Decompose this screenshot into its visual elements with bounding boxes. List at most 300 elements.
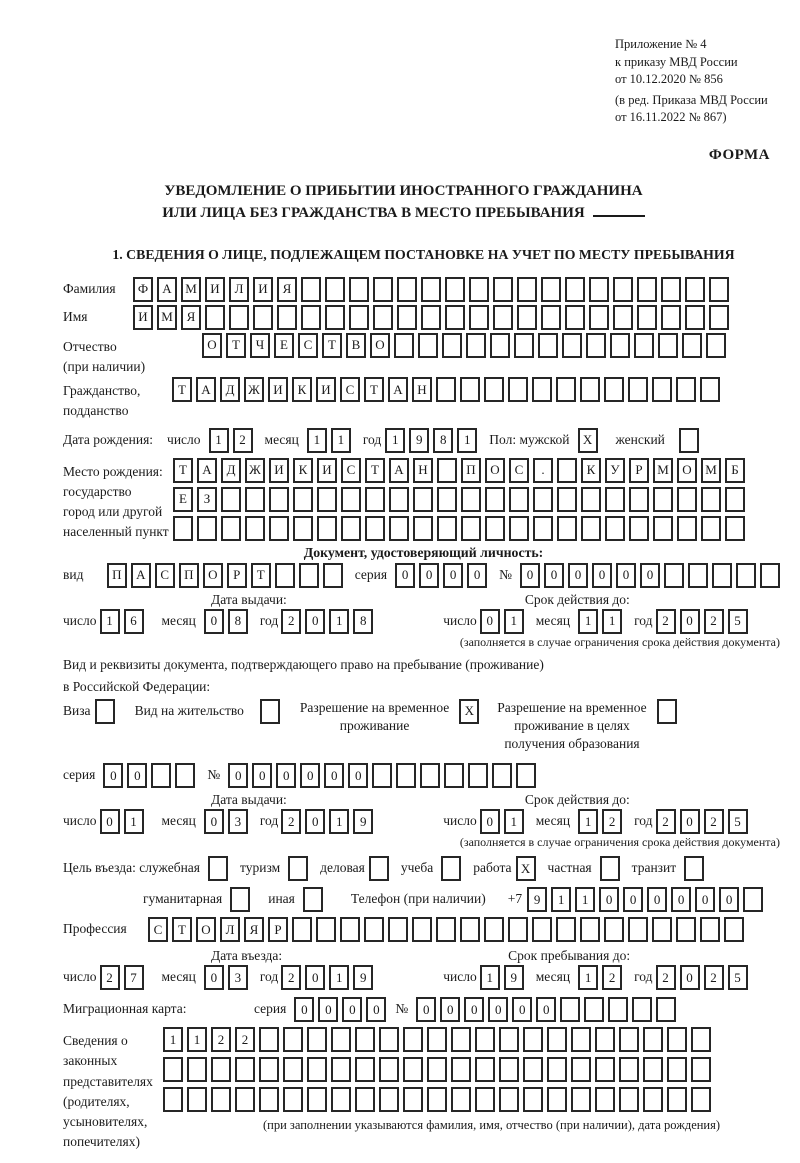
representatives-row3-cells[interactable] [163, 1087, 720, 1112]
cell[interactable]: С [340, 377, 360, 402]
cell[interactable]: И [268, 377, 288, 402]
cell[interactable] [691, 1087, 711, 1112]
purpose-other-checkbox[interactable] [303, 887, 327, 912]
cell[interactable]: X [578, 428, 598, 453]
cell[interactable]: 0 [480, 609, 500, 634]
cell[interactable] [565, 305, 585, 330]
cell[interactable] [676, 377, 696, 402]
cell[interactable]: 1 [187, 1027, 207, 1052]
res-issue-year-cells[interactable] [281, 809, 377, 834]
cell[interactable] [661, 305, 681, 330]
cell[interactable]: М [701, 458, 721, 483]
doc-series-cells[interactable] [395, 563, 491, 588]
cell[interactable] [691, 1057, 711, 1082]
cell[interactable]: 9 [353, 965, 373, 990]
cell[interactable] [628, 917, 648, 942]
cell[interactable] [445, 305, 465, 330]
cell[interactable] [688, 563, 708, 588]
cell[interactable] [418, 333, 438, 358]
cell[interactable]: 0 [276, 763, 296, 788]
cell[interactable] [475, 1057, 495, 1082]
cell[interactable] [173, 516, 193, 541]
cell[interactable] [600, 856, 620, 881]
cell[interactable]: 3 [228, 809, 248, 834]
cell[interactable]: 8 [353, 609, 373, 634]
cell[interactable]: 9 [353, 809, 373, 834]
cell[interactable]: П [107, 563, 127, 588]
cell[interactable] [547, 1027, 567, 1052]
cell[interactable] [175, 763, 195, 788]
cell[interactable]: А [388, 377, 408, 402]
cell[interactable] [341, 516, 361, 541]
cell[interactable]: 5 [728, 965, 748, 990]
cell[interactable]: П [179, 563, 199, 588]
cell[interactable] [260, 699, 280, 724]
cell[interactable] [509, 487, 529, 512]
cell[interactable] [619, 1087, 639, 1112]
cell[interactable] [656, 997, 676, 1022]
cell[interactable] [445, 277, 465, 302]
stay-year-cells[interactable] [656, 965, 752, 990]
purpose-work-checkbox[interactable] [516, 856, 540, 881]
cell[interactable] [413, 516, 433, 541]
cell[interactable]: Я [277, 277, 297, 302]
cell[interactable] [485, 487, 505, 512]
cell[interactable] [427, 1027, 447, 1052]
cell[interactable]: С [155, 563, 175, 588]
cell[interactable]: Д [221, 458, 241, 483]
cell[interactable] [595, 1027, 615, 1052]
cell[interactable]: 2 [281, 609, 301, 634]
cell[interactable] [389, 516, 409, 541]
cell[interactable] [235, 1057, 255, 1082]
cell[interactable] [277, 305, 297, 330]
cell[interactable]: 2 [235, 1027, 255, 1052]
cell[interactable] [307, 1057, 327, 1082]
cell[interactable]: Т [173, 458, 193, 483]
cell[interactable] [532, 377, 552, 402]
cell[interactable] [604, 917, 624, 942]
cell[interactable]: 0 [544, 563, 564, 588]
mc-series-cells[interactable] [294, 997, 390, 1022]
cell[interactable]: Т [226, 333, 246, 358]
entry-month-cells[interactable] [204, 965, 252, 990]
cell[interactable] [269, 487, 289, 512]
cell[interactable]: 2 [704, 609, 724, 634]
cell[interactable]: 1 [551, 887, 571, 912]
cell[interactable] [712, 563, 732, 588]
cell[interactable] [372, 763, 392, 788]
cell[interactable] [629, 487, 649, 512]
cell[interactable]: О [370, 333, 390, 358]
cell[interactable] [269, 516, 289, 541]
cell[interactable]: 0 [599, 887, 619, 912]
purpose-official-checkbox[interactable] [208, 856, 232, 881]
cell[interactable] [725, 487, 745, 512]
cell[interactable] [436, 377, 456, 402]
cell[interactable]: 2 [602, 965, 622, 990]
cell[interactable] [259, 1057, 279, 1082]
cell[interactable] [349, 305, 369, 330]
cell[interactable] [396, 763, 416, 788]
cell[interactable] [460, 377, 480, 402]
cell[interactable]: 1 [163, 1027, 183, 1052]
cell[interactable]: 0 [305, 965, 325, 990]
cell[interactable]: X [516, 856, 536, 881]
cell[interactable] [499, 1057, 519, 1082]
sex-female-checkbox[interactable] [679, 428, 703, 453]
residence-permit-checkbox[interactable] [260, 699, 284, 724]
res-valid-day-cells[interactable] [480, 809, 528, 834]
cell[interactable]: 0 [719, 887, 739, 912]
cell[interactable]: 0 [324, 763, 344, 788]
cell[interactable]: 0 [127, 763, 147, 788]
res-series-cells[interactable] [103, 763, 199, 788]
cell[interactable]: Б [725, 458, 745, 483]
cell[interactable] [365, 516, 385, 541]
cell[interactable]: 1 [329, 609, 349, 634]
cell[interactable] [632, 997, 652, 1022]
cell[interactable] [469, 277, 489, 302]
res-number-cells[interactable] [228, 763, 540, 788]
doc-valid-day-cells[interactable] [480, 609, 528, 634]
cell[interactable] [677, 516, 697, 541]
cell[interactable] [484, 377, 504, 402]
cell[interactable] [557, 516, 577, 541]
res-issue-month-cells[interactable] [204, 809, 252, 834]
cell[interactable] [562, 333, 582, 358]
cell[interactable]: 0 [520, 563, 540, 588]
cell[interactable]: Т [251, 563, 271, 588]
cell[interactable] [595, 1057, 615, 1082]
cell[interactable] [589, 305, 609, 330]
cell[interactable]: Т [172, 377, 192, 402]
birth-month-cells[interactable] [307, 428, 355, 453]
entry-day-cells[interactable] [100, 965, 148, 990]
cell[interactable]: 0 [640, 563, 660, 588]
cell[interactable]: 0 [100, 809, 120, 834]
cell[interactable]: 0 [680, 609, 700, 634]
cell[interactable]: 0 [568, 563, 588, 588]
cell[interactable] [634, 333, 654, 358]
cell[interactable]: 2 [704, 965, 724, 990]
cell[interactable]: Я [244, 917, 264, 942]
cell[interactable] [514, 333, 534, 358]
cell[interactable] [658, 333, 678, 358]
cell[interactable]: 8 [433, 428, 453, 453]
cell[interactable] [229, 305, 249, 330]
cell[interactable] [421, 305, 441, 330]
cell[interactable]: С [509, 458, 529, 483]
cell[interactable]: 0 [204, 609, 224, 634]
cell[interactable]: И [253, 277, 273, 302]
birth-place-row2-cells[interactable] [173, 487, 749, 512]
cell[interactable]: 0 [440, 997, 460, 1022]
cell[interactable] [613, 277, 633, 302]
cell[interactable] [397, 305, 417, 330]
cell[interactable] [292, 917, 312, 942]
cell[interactable] [469, 305, 489, 330]
cell[interactable] [652, 377, 672, 402]
res-issue-day-cells[interactable] [100, 809, 148, 834]
cell[interactable]: С [298, 333, 318, 358]
cell[interactable]: 0 [467, 563, 487, 588]
birth-place-row3-cells[interactable] [173, 516, 749, 541]
cell[interactable]: О [202, 333, 222, 358]
cell[interactable] [619, 1057, 639, 1082]
cell[interactable]: Р [227, 563, 247, 588]
cell[interactable]: О [677, 458, 697, 483]
cell[interactable] [389, 487, 409, 512]
cell[interactable] [509, 516, 529, 541]
res-valid-year-cells[interactable] [656, 809, 752, 834]
cell[interactable] [532, 917, 552, 942]
cell[interactable]: У [605, 458, 625, 483]
cell[interactable] [283, 1087, 303, 1112]
visa-checkbox[interactable] [95, 699, 119, 724]
cell[interactable] [691, 1027, 711, 1052]
temp-residence-checkbox[interactable] [459, 699, 483, 724]
cell[interactable]: К [293, 458, 313, 483]
cell[interactable] [492, 763, 512, 788]
cell[interactable] [451, 1027, 471, 1052]
cell[interactable]: Т [172, 917, 192, 942]
cell[interactable] [303, 887, 323, 912]
cell[interactable]: 0 [512, 997, 532, 1022]
cell[interactable] [394, 333, 414, 358]
cell[interactable] [95, 699, 115, 724]
cell[interactable]: 1 [385, 428, 405, 453]
surname-cells[interactable] [133, 277, 733, 302]
cell[interactable] [299, 563, 319, 588]
cell[interactable]: Я [181, 305, 201, 330]
cell[interactable] [586, 333, 606, 358]
cell[interactable] [557, 458, 577, 483]
cell[interactable]: 0 [623, 887, 643, 912]
cell[interactable] [547, 1057, 567, 1082]
cell[interactable] [365, 487, 385, 512]
cell[interactable]: П [461, 458, 481, 483]
cell[interactable] [667, 1057, 687, 1082]
cell[interactable]: Р [629, 458, 649, 483]
cell[interactable]: 0 [416, 997, 436, 1022]
cell[interactable]: 5 [728, 609, 748, 634]
res-valid-month-cells[interactable] [578, 809, 626, 834]
cell[interactable] [661, 277, 681, 302]
cell[interactable] [437, 487, 457, 512]
cell[interactable]: 0 [680, 809, 700, 834]
cell[interactable]: И [317, 458, 337, 483]
cell[interactable] [653, 516, 673, 541]
cell[interactable] [701, 487, 721, 512]
cell[interactable] [556, 377, 576, 402]
doc-valid-month-cells[interactable] [578, 609, 626, 634]
cell[interactable] [560, 997, 580, 1022]
cell[interactable] [736, 563, 756, 588]
cell[interactable] [373, 305, 393, 330]
cell[interactable] [427, 1057, 447, 1082]
cell[interactable] [724, 917, 744, 942]
cell[interactable] [253, 305, 273, 330]
cell[interactable] [211, 1087, 231, 1112]
cell[interactable]: 1 [575, 887, 595, 912]
cell[interactable]: О [203, 563, 223, 588]
cell[interactable] [461, 516, 481, 541]
cell[interactable] [325, 277, 345, 302]
cell[interactable] [679, 428, 699, 453]
cell[interactable]: 2 [233, 428, 253, 453]
cell[interactable]: Е [173, 487, 193, 512]
cell[interactable]: 0 [671, 887, 691, 912]
cell[interactable] [317, 487, 337, 512]
cell[interactable]: О [196, 917, 216, 942]
cell[interactable] [437, 516, 457, 541]
cell[interactable]: 0 [536, 997, 556, 1022]
cell[interactable]: 0 [480, 809, 500, 834]
cell[interactable] [388, 917, 408, 942]
name-cells[interactable] [133, 305, 733, 330]
cell[interactable]: 1 [578, 965, 598, 990]
cell[interactable] [605, 487, 625, 512]
cell[interactable] [700, 377, 720, 402]
cell[interactable] [163, 1087, 183, 1112]
cell[interactable] [629, 516, 649, 541]
cell[interactable]: Т [322, 333, 342, 358]
purpose-tourism-checkbox[interactable] [288, 856, 312, 881]
cell[interactable] [571, 1027, 591, 1052]
cell[interactable] [667, 1087, 687, 1112]
cell[interactable] [538, 333, 558, 358]
cell[interactable] [301, 305, 321, 330]
cell[interactable] [667, 1027, 687, 1052]
cell[interactable] [397, 277, 417, 302]
cell[interactable] [493, 305, 513, 330]
cell[interactable] [466, 333, 486, 358]
cell[interactable]: . [533, 458, 553, 483]
cell[interactable]: Н [413, 458, 433, 483]
cell[interactable]: 1 [480, 965, 500, 990]
cell[interactable]: 1 [578, 609, 598, 634]
cell[interactable]: 0 [342, 997, 362, 1022]
cell[interactable] [420, 763, 440, 788]
citizenship-cells[interactable] [172, 377, 724, 402]
cell[interactable]: 1 [504, 809, 524, 834]
cell[interactable] [541, 305, 561, 330]
birth-place-row1-cells[interactable] [173, 458, 749, 483]
cell[interactable] [349, 277, 369, 302]
cell[interactable] [517, 305, 537, 330]
cell[interactable] [403, 1027, 423, 1052]
mc-number-cells[interactable] [416, 997, 680, 1022]
cell[interactable] [230, 887, 250, 912]
cell[interactable]: А [131, 563, 151, 588]
cell[interactable] [571, 1087, 591, 1112]
cell[interactable]: А [196, 377, 216, 402]
cell[interactable]: 3 [228, 965, 248, 990]
cell[interactable] [275, 563, 295, 588]
cell[interactable]: 2 [281, 965, 301, 990]
cell[interactable] [541, 277, 561, 302]
cell[interactable] [373, 277, 393, 302]
cell[interactable] [427, 1087, 447, 1112]
cell[interactable]: И [269, 458, 289, 483]
cell[interactable]: 1 [100, 609, 120, 634]
cell[interactable] [516, 763, 536, 788]
cell[interactable]: К [292, 377, 312, 402]
cell[interactable]: 0 [294, 997, 314, 1022]
cell[interactable] [197, 516, 217, 541]
purpose-private-checkbox[interactable] [600, 856, 624, 881]
cell[interactable]: 6 [124, 609, 144, 634]
cell[interactable] [701, 516, 721, 541]
cell[interactable] [677, 487, 697, 512]
cell[interactable] [684, 856, 704, 881]
cell[interactable] [421, 277, 441, 302]
cell[interactable] [307, 1087, 327, 1112]
cell[interactable] [221, 487, 241, 512]
cell[interactable]: 0 [300, 763, 320, 788]
cell[interactable] [547, 1087, 567, 1112]
cell[interactable]: Ж [244, 377, 264, 402]
cell[interactable] [436, 917, 456, 942]
cell[interactable]: 9 [527, 887, 547, 912]
cell[interactable] [221, 516, 241, 541]
cell[interactable]: 0 [443, 563, 463, 588]
cell[interactable] [355, 1027, 375, 1052]
cell[interactable] [355, 1057, 375, 1082]
cell[interactable] [245, 487, 265, 512]
purpose-transit-checkbox[interactable] [684, 856, 708, 881]
cell[interactable]: 0 [305, 809, 325, 834]
cell[interactable]: 2 [656, 609, 676, 634]
cell[interactable] [581, 487, 601, 512]
cell[interactable]: 0 [464, 997, 484, 1022]
cell[interactable]: М [181, 277, 201, 302]
cell[interactable] [580, 917, 600, 942]
purpose-study-checkbox[interactable] [441, 856, 465, 881]
cell[interactable] [205, 305, 225, 330]
cell[interactable]: 0 [204, 809, 224, 834]
cell[interactable]: В [346, 333, 366, 358]
cell[interactable]: 0 [252, 763, 272, 788]
cell[interactable]: 0 [348, 763, 368, 788]
cell[interactable] [259, 1087, 279, 1112]
cell[interactable]: К [581, 458, 601, 483]
cell[interactable] [211, 1057, 231, 1082]
cell[interactable]: 0 [616, 563, 636, 588]
cell[interactable] [523, 1027, 543, 1052]
cell[interactable] [379, 1057, 399, 1082]
cell[interactable] [451, 1057, 471, 1082]
cell[interactable]: Т [365, 458, 385, 483]
cell[interactable] [676, 917, 696, 942]
cell[interactable]: А [157, 277, 177, 302]
cell[interactable] [523, 1057, 543, 1082]
birth-day-cells[interactable] [209, 428, 257, 453]
cell[interactable] [355, 1087, 375, 1112]
cell[interactable]: М [653, 458, 673, 483]
cell[interactable] [664, 563, 684, 588]
cell[interactable] [403, 1057, 423, 1082]
cell[interactable] [451, 1087, 471, 1112]
cell[interactable]: И [316, 377, 336, 402]
cell[interactable] [331, 1057, 351, 1082]
cell[interactable]: Н [412, 377, 432, 402]
cell[interactable]: 1 [329, 809, 349, 834]
cell[interactable]: 1 [209, 428, 229, 453]
cell[interactable] [283, 1027, 303, 1052]
cell[interactable]: Е [274, 333, 294, 358]
